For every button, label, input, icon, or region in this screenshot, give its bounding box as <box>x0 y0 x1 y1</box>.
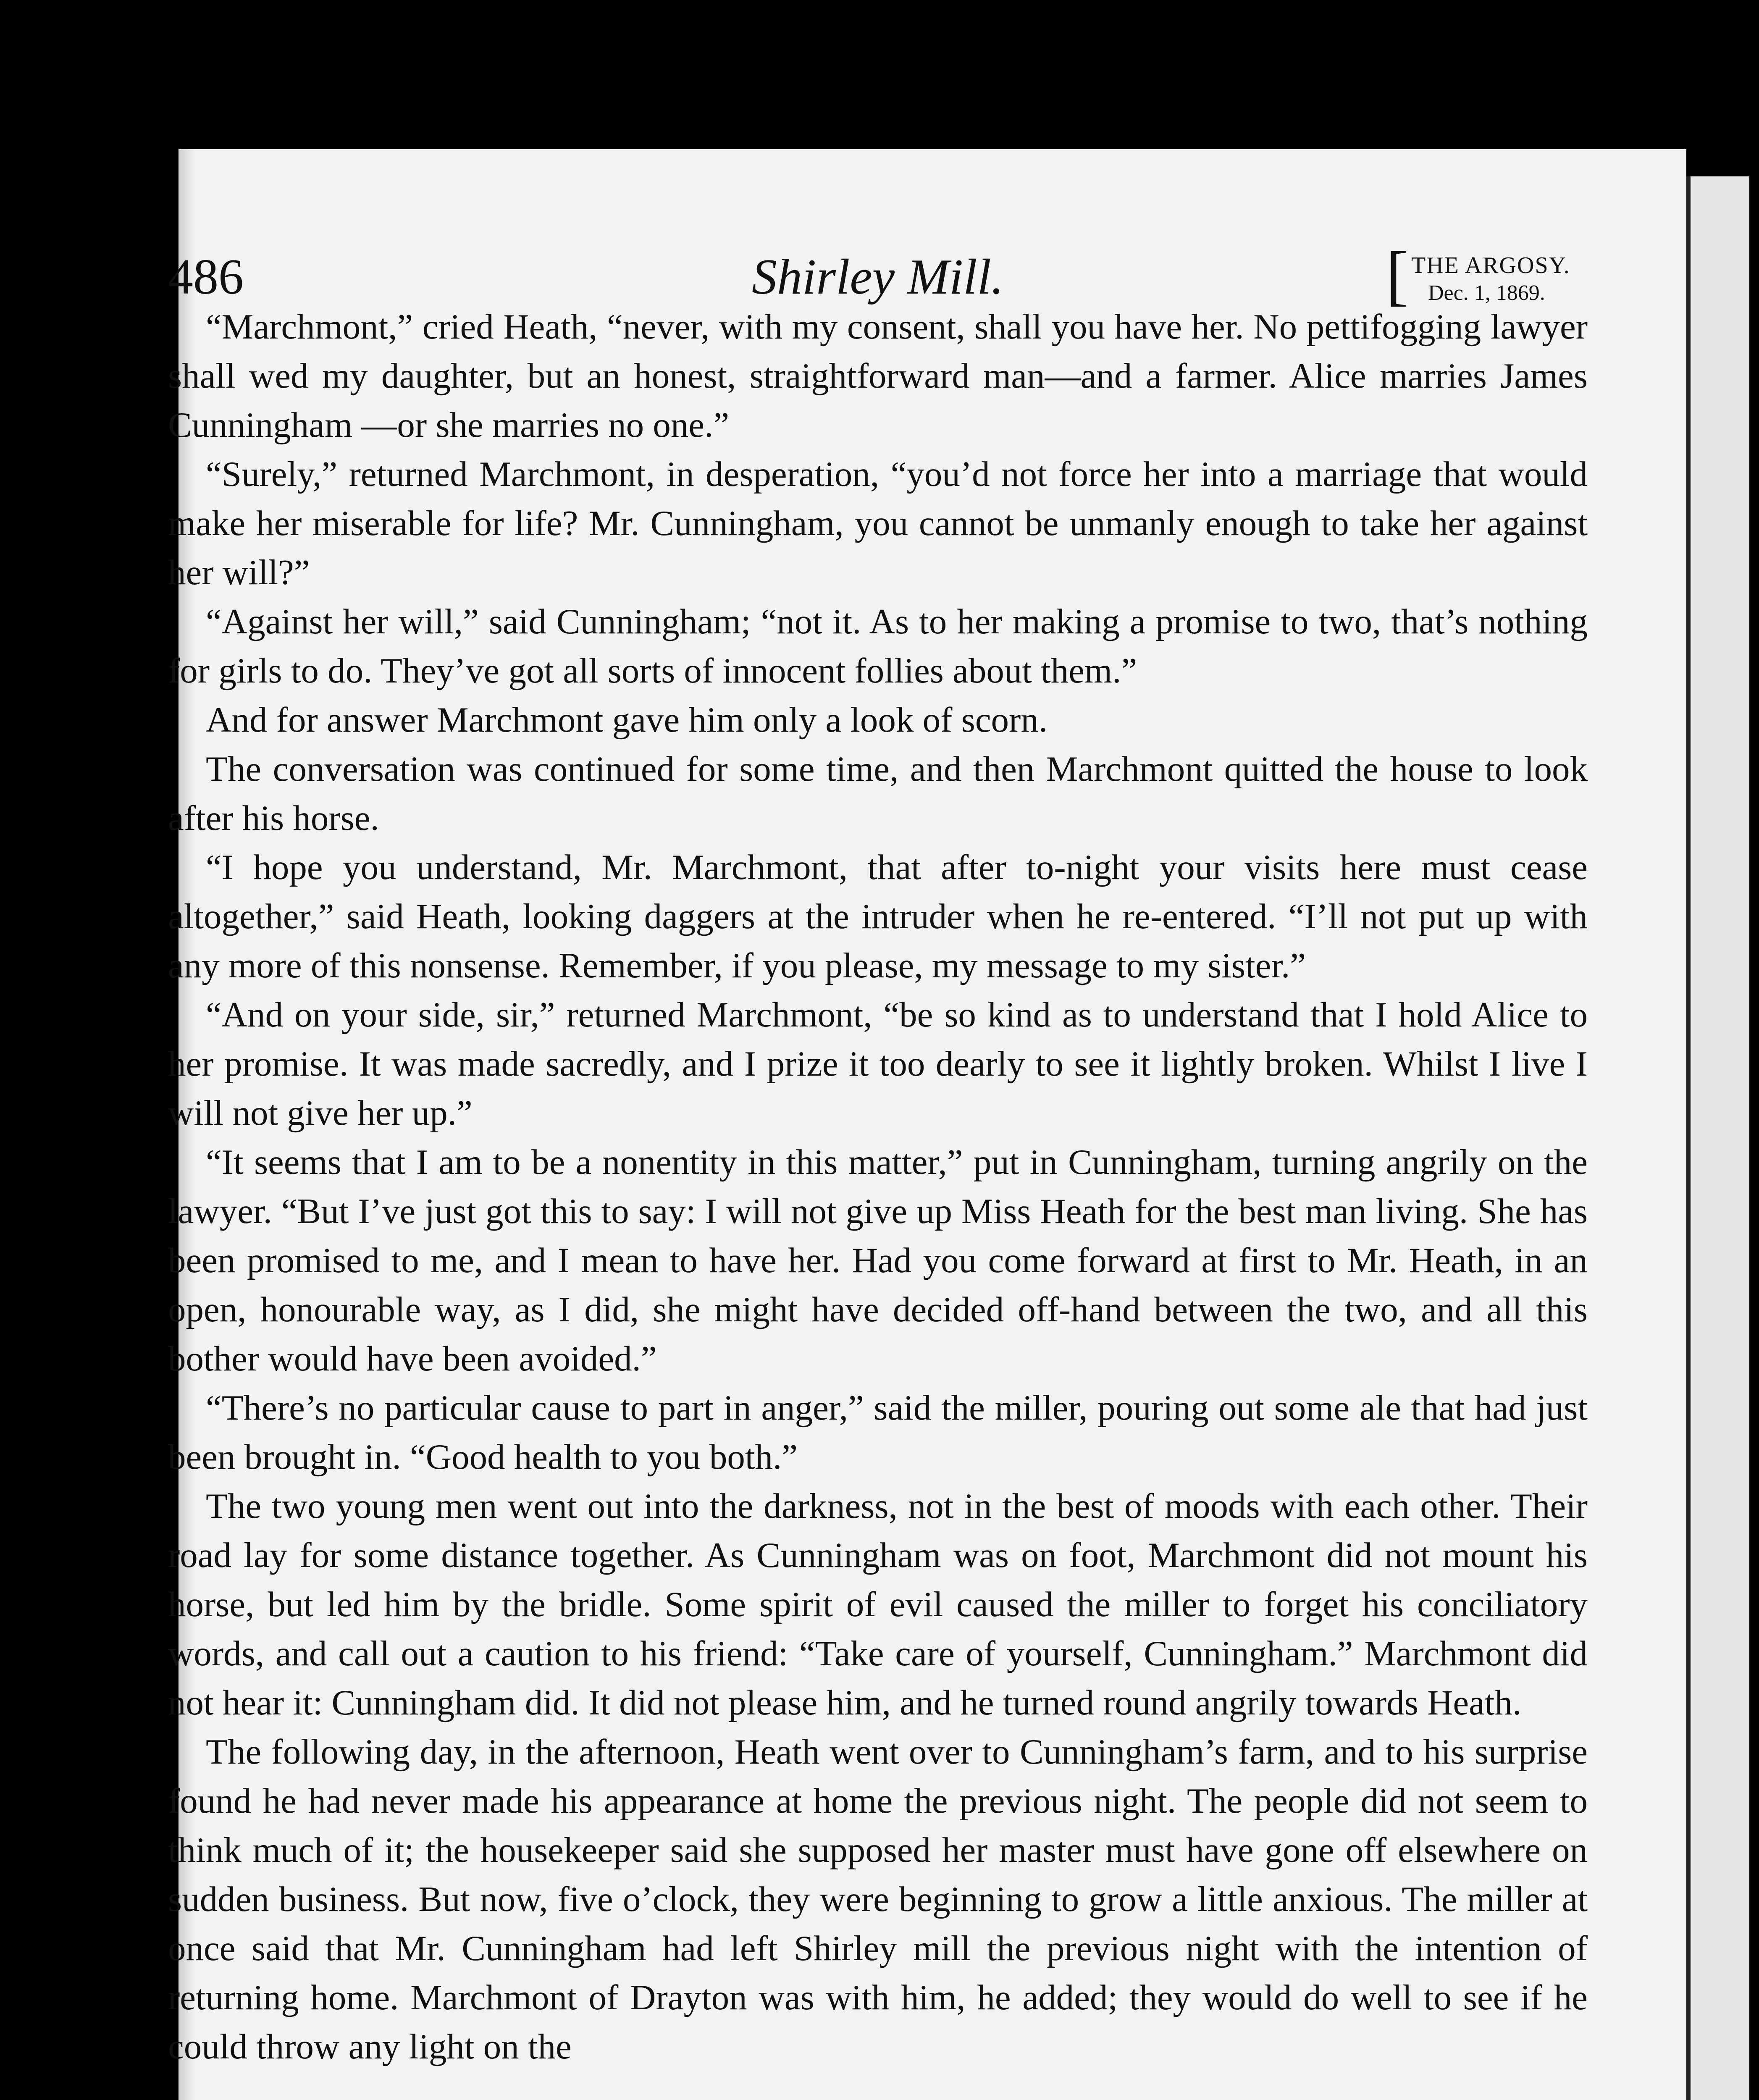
paragraph: And for answer Marchmont gave him only a look of scorn. <box>206 700 1048 740</box>
body-text <box>168 302 1588 2071</box>
journal-reference <box>1386 238 1588 312</box>
page-header <box>168 218 1588 312</box>
paragraph: “It seems that I am to be a nonentity in this matter,” put in Cunningham, turning angrily on the lawyer. “But I’ve just got this to say: I will not give up Miss Heath for the best man living. She has been promised to me, and I mean to have her. Had you come forward at first to Mr. Heath, in an open, honourable way, as I did, she might have decided off-hand between the two, and all this bother would have been avoided.” <box>168 1142 1588 1378</box>
paragraph: “And on your side, sir,” returned Marchmont, “be so kind as to understand that I hold Alice to her promise. It was made sacredly, and I prize it too dearly to see it lightly broken. Whilst I live I will not give her up.” <box>168 995 1588 1133</box>
paragraph: “Surely,” returned Marchmont, in desperation, “you’d not force her into a marriage that would make her miserable for life? Mr. Cunningham, you cannot be unmanly enough to take her against her will?” <box>168 454 1588 592</box>
paragraph: The following day, in the afternoon, Heath went over to Cunningham’s farm, and to his surprise found he had never made his appearance at home the previous night. The people did not seem to think much of it; the housekeeper said she supposed her master must have gone off elsewhere on sudden business. But now, five o’clock, they were beginning to grow a little anxious. The miller at once said that Mr. Cunningham had left Shirley mill the previous night with the intention of returning home. Marchmont of Drayton was with him, he added; they would do well to see if he could throw any light on the <box>168 1732 1588 2066</box>
paragraph: “Marchmont,” cried Heath, “never, with my consent, shall you have her. No pettifogging lawyer shall wed my daughter, but an honest, straightforward man—and a farmer. Alice marries James Cunningham —or she marries no one.” <box>168 307 1588 445</box>
paragraph: “There’s no particular cause to part in anger,” said the miller, pouring out some ale that had just been brought in. “Good health to you both.” <box>168 1388 1588 1477</box>
journal-name: THE ARGOSY. <box>1411 252 1570 278</box>
running-title: Shirley Mill. <box>752 249 1004 304</box>
paragraph: The conversation was continued for some time, and then Marchmont quitted the house to look after his horse. <box>168 749 1588 838</box>
next-page-edge <box>1691 176 1749 2100</box>
paragraph: The two young men went out into the darkness, not in the best of moods with each other. Their road lay for some distance together. As Cunningham was on foot, Marchmont did not mount his horse, but led him by the bridle. Some spirit of evil caused the miller to forget his conciliatory words, and call out a caution to his friend: “Take care of yourself, Cunningham.” Marchmont did not hear it: Cunningham did. It did not please him, and he turned round angrily towards Heath. <box>168 1486 1588 1722</box>
page-number: 486 <box>168 249 244 304</box>
paragraph: “Against her will,” said Cunningham; “not it. As to her making a promise to two, that’s nothing for girls to do. They’ve got all sorts of innocent follies about them.” <box>168 602 1588 690</box>
journal-date: Dec. 1, 1869. <box>1428 281 1545 305</box>
paragraph: “I hope you understand, Mr. Marchmont, that after to-night your visits here must cease altogether,” said Heath, looking daggers at the intruder when he re-entered. “I’ll not put up with any more of this nonsense. Remember, if you please, my message to my sister.” <box>168 848 1588 985</box>
journal-bracket: [ <box>1386 238 1409 312</box>
